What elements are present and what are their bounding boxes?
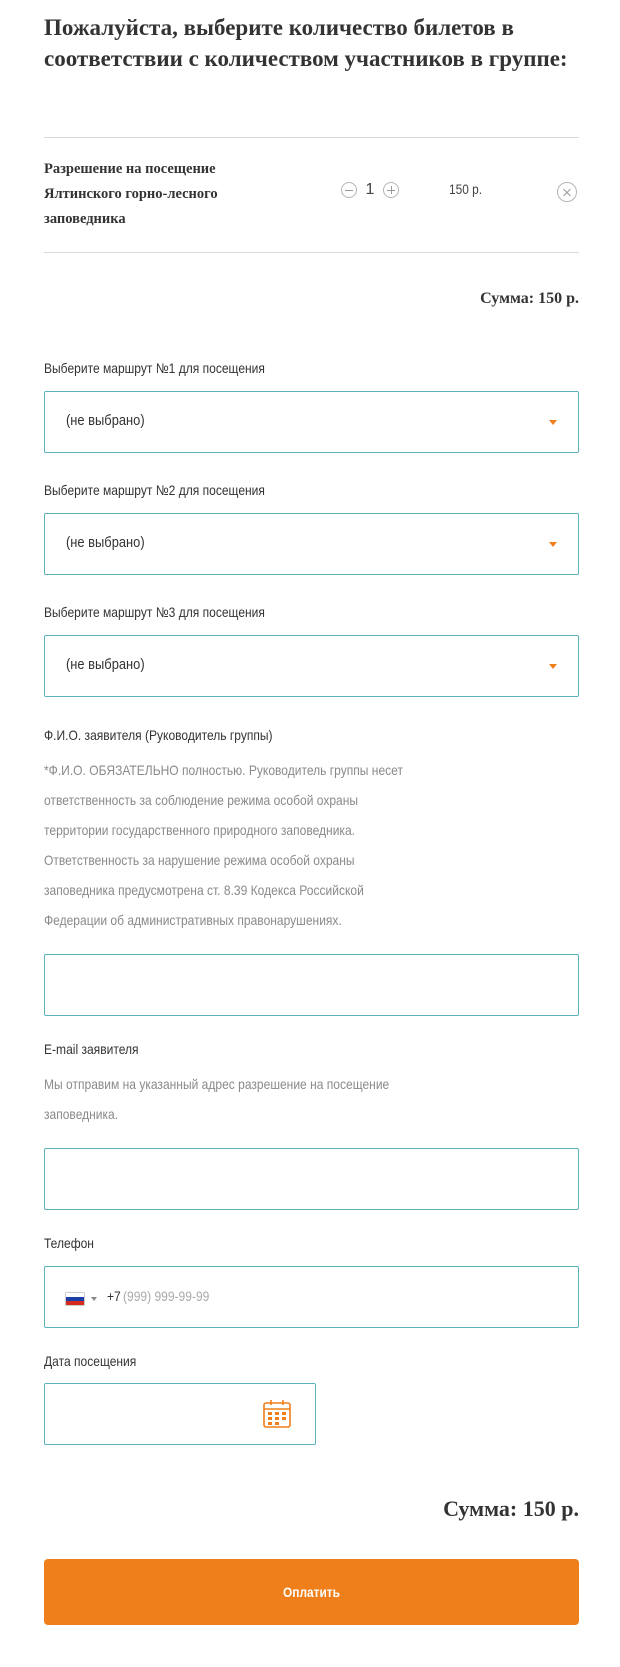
- phone-label: Телефон: [44, 1235, 94, 1251]
- phone-input[interactable]: [44, 1266, 579, 1328]
- pay-button-label: Оплатить: [283, 1584, 340, 1600]
- email-hint: [44, 1069, 579, 1129]
- close-circle-icon[interactable]: [557, 182, 577, 202]
- minus-circle-icon[interactable]: [341, 182, 357, 198]
- page-title: Пожалуйста, выберите количество билетов в соответствии с количеством участников в группе:: [44, 15, 568, 71]
- hint-line: заповедника.: [44, 1106, 119, 1122]
- email-input[interactable]: [44, 1148, 579, 1210]
- applicant-label: Ф.И.О. заявителя (Руководитель группы): [44, 727, 273, 743]
- pay-button[interactable]: [44, 1559, 579, 1625]
- phone-code: +7: [107, 1288, 121, 1304]
- phone-placeholder: (999) 999-99-99: [123, 1288, 210, 1304]
- chevron-down-icon: [549, 542, 557, 547]
- route-1-select[interactable]: [44, 391, 579, 453]
- hint-line: Федерации об административных правонарушениях.: [44, 912, 342, 928]
- calendar-icon[interactable]: [262, 1399, 292, 1429]
- divider: [44, 252, 579, 253]
- hint-line: заповедника предусмотрена ст. 8.39 Кодекса Российской: [44, 882, 364, 898]
- hint-line: ответственность за соблюдение режима особой охраны: [44, 792, 359, 808]
- hint-line: Ответственность за нарушение режима особой охраны: [44, 852, 355, 868]
- plus-circle-icon[interactable]: [383, 182, 399, 198]
- chevron-down-icon: [91, 1297, 97, 1301]
- route-3-label: Выберите маршрут №3 для посещения: [44, 604, 265, 620]
- applicant-hint: [44, 755, 579, 935]
- chevron-down-icon: [549, 420, 557, 425]
- route-3-value: (не выбрано): [66, 656, 145, 673]
- visit-date-input[interactable]: [44, 1383, 316, 1445]
- hint-line: *Ф.И.О. ОБЯЗАТЕЛЬНО полностью. Руководитель группы несет: [44, 762, 403, 778]
- sum-top: Сумма: 150 р.: [480, 290, 579, 307]
- route-2-value: (не выбрано): [66, 534, 145, 551]
- quantity-value: 1: [365, 181, 375, 198]
- ticket-name: Разрешение на посещение Ялтинского горно-лесного заповедника: [44, 161, 218, 227]
- route-2-select[interactable]: [44, 513, 579, 575]
- hint-line: территории государственного природного заповедника.: [44, 822, 356, 838]
- russia-flag-icon[interactable]: [66, 1293, 84, 1305]
- route-1-label: Выберите маршрут №1 для посещения: [44, 360, 265, 376]
- visit-date-label: Дата посещения: [44, 1353, 137, 1369]
- email-label: E-mail заявителя: [44, 1041, 139, 1057]
- quantity-stepper: [341, 181, 399, 199]
- sum-bottom: Сумма: 150 р.: [443, 1496, 579, 1521]
- route-3-select[interactable]: [44, 635, 579, 697]
- route-1-value: (не выбрано): [66, 412, 145, 429]
- ticket-row: [44, 137, 579, 252]
- ticket-price: 150 р.: [449, 181, 483, 197]
- hint-line: Мы отправим на указанный адрес разрешение на посещение: [44, 1076, 390, 1092]
- route-2-label: Выберите маршрут №2 для посещения: [44, 482, 265, 498]
- applicant-name-input[interactable]: [44, 954, 579, 1016]
- chevron-down-icon: [549, 664, 557, 669]
